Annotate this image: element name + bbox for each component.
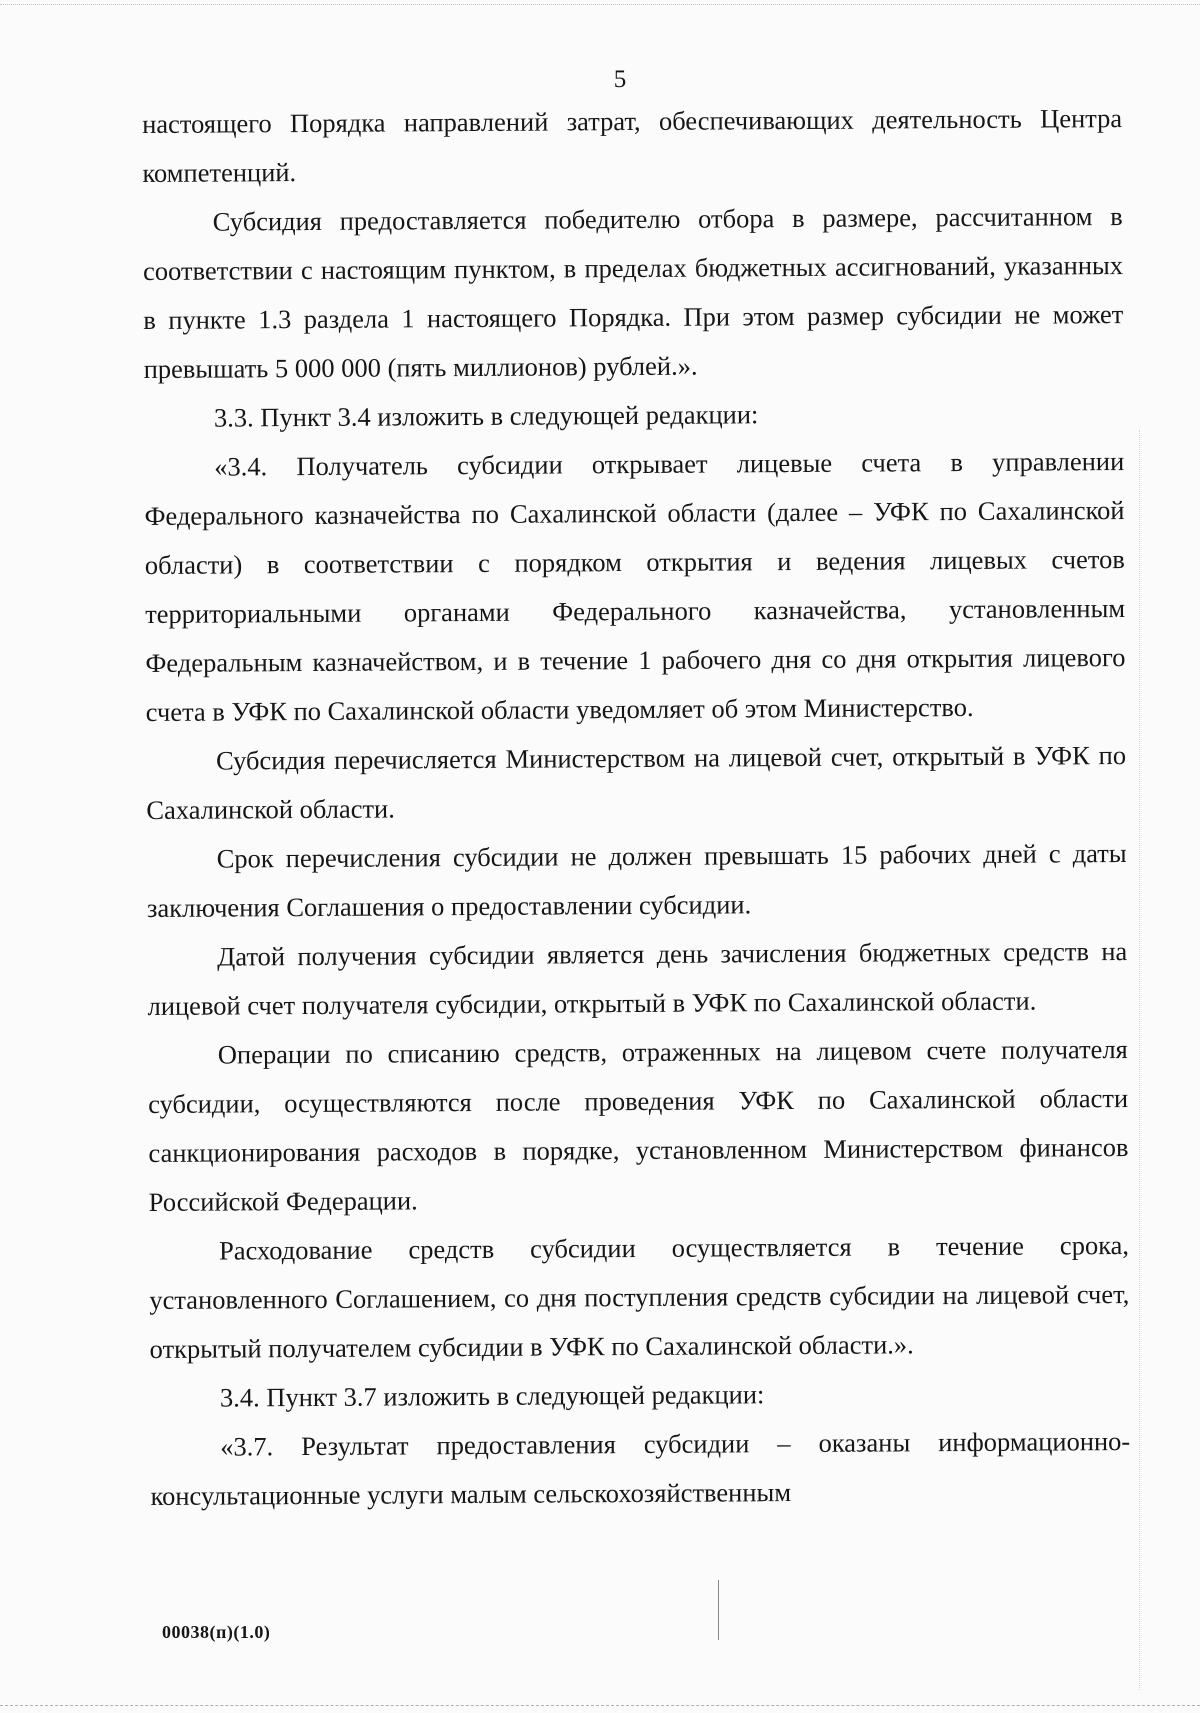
paragraph: настоящего Порядка направлений затрат, обеспечивающих деятельность Центра компетенций. bbox=[142, 103, 1123, 188]
paragraph: Датой получения субсидии является день зачисления бюджетных средств на лицевой счет получателя субсидии, открытый в УФК по Сахалинской области. bbox=[147, 935, 1128, 1021]
paragraph: «3.4. Получатель субсидии открывает лицевые счета в управлении Федерального казначейства по Сахалинской области (далее – УФК по Сахалинской области) в соответствии с порядком открытия и ведения лицевых счетов территориальными органами Федерального казначейства, установленным Федеральным казначейством, и в течение 1 рабочего дня со дня открытия лицевого счета в УФК по Сахалинской области уведомляет об этом Министерство. bbox=[144, 446, 1126, 727]
paragraph: 3.4. Пункт 3.7 изложить в следующей редакции: bbox=[219, 1379, 765, 1413]
scan-mark bbox=[718, 1580, 719, 1640]
paragraph: Операции по списанию средств, отраженных на лицевом счете получателя субсидии, осуществляются после проведения УФК по Сахалинской области санкционирования расходов в порядке, установленном Министерством финансов Российской Федерации. bbox=[148, 1033, 1129, 1217]
paragraph: 3.3. Пункт 3.4 изложить в следующей редакции: bbox=[213, 399, 759, 433]
paragraph: Субсидия предоставляется победителю отбора в размере, рассчитанном в соответствии с настоящим пунктом, в пределах бюджетных ассигнований, указанных в пункте 1.3 раздела 1 настоящего Порядка. При этом размер субсидии не может превышать 5 000 000 (пять миллионов) рублей.». bbox=[142, 201, 1124, 384]
scan-edge-right bbox=[1129, 430, 1140, 1690]
paragraph: Субсидия перечисляется Министерством на лицевой счет, открытый в УФК по Сахалинской области. bbox=[146, 740, 1127, 825]
paragraph: «3.7. Результат предоставления субсидии – оказаны информационно-консультационные услуги малым сельскохозяйственным bbox=[150, 1425, 1131, 1511]
paragraph: Расходование средств субсидии осуществляется в течение срока, установленного Соглашением, со дня поступления средств субсидии на лицевой счет, открытый получателем субсидии в УФК по Сахалинской области.». bbox=[149, 1229, 1130, 1364]
footer-code: 00038(п)(1.0) bbox=[162, 1622, 271, 1642]
page-number: 5 bbox=[613, 66, 627, 93]
scan-edge-bottom bbox=[0, 1705, 1200, 1707]
paragraph: Срок перечисления субсидии не должен превышать 15 рабочих дней с даты заключения Соглашения о предоставлении субсидии. bbox=[146, 837, 1127, 923]
scan-edge-top bbox=[0, 4, 1200, 6]
document-body bbox=[142, 94, 1131, 1521]
